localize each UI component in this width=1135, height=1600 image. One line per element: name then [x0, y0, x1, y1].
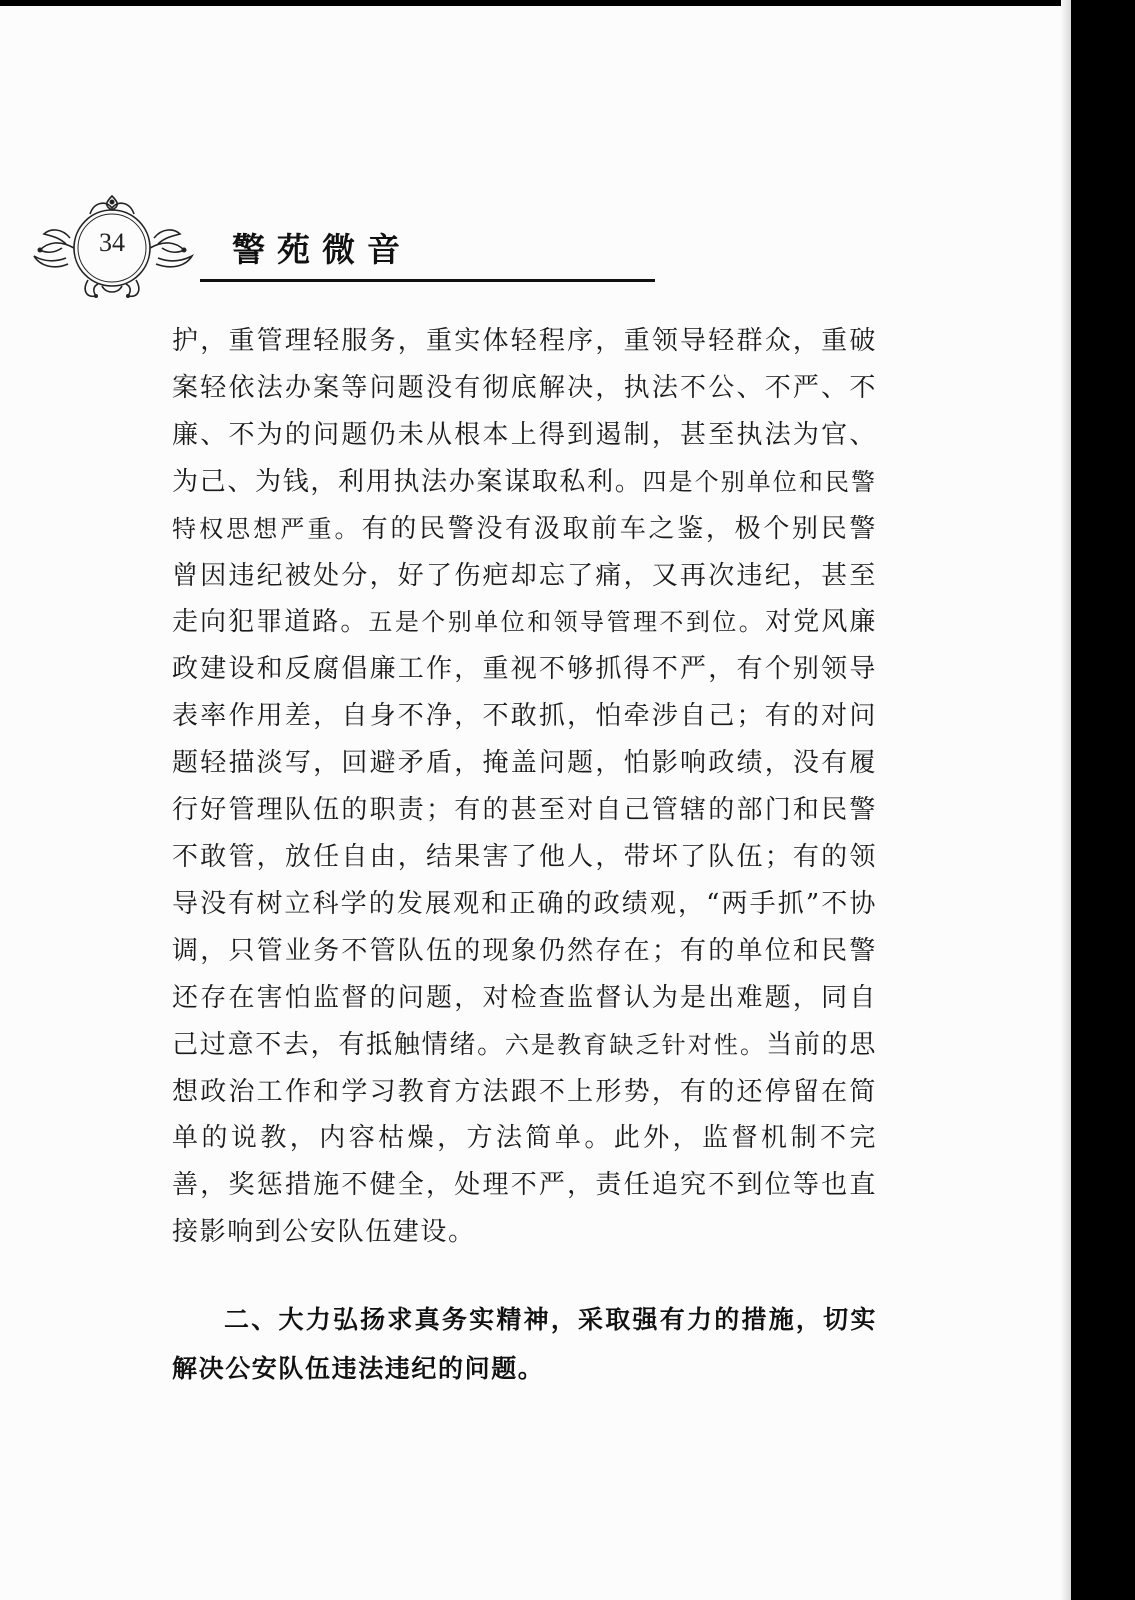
- running-title: 警苑微音: [232, 230, 412, 269]
- body-text-segment: 当前的思想政治工作和学习教育方法跟不上形势，有的还停留在简单的说教，内容枯燥，方法简单。此外，监督机制不完善，奖惩措施不健全，处理不严，责任追究不到位等也直接影响到公安队伍建设。: [172, 1029, 877, 1248]
- body-text-segment: 护，重管理轻服务，重实体轻程序，重领导轻群众，重破案轻依法办案等问题没有彻底解决，执法不公、不严、不廉、不为的问题仍未从根本上得到遏制，甚至执法为官、为己、为钱，利用执法办案谋取私利。: [172, 326, 877, 497]
- body-text-segment: 对党风廉政建设和反腐倡廉工作，重视不够抓得不严，有个别领导表率作用差，自身不净，不敢抓，怕牵涉自己；有的对问题轻描淡写，回避矛盾，掩盖问题，怕影响政绩，没有履行好管理队伍的职责；有的甚至对自己管辖的部门和民警不敢管，放任自由，结果害了他人，带坏了队伍；有的领导没有树立科学的发展观和正确的政绩观，“两手抓”不协调，只管业务不管队伍的现象仍然存在；有的单位和民警还存在害怕监督的问题，对检查监督认为是出难题，同自己过意不去，有抵触情绪。: [172, 607, 878, 1060]
- body-paragraph: [172, 318, 877, 1256]
- page-number: 34: [99, 228, 125, 257]
- body-text-segment: 有的民警没有汲取前车之鉴，极个别民警曾因违纪被处分，好了伤疤却忘了痛，又再次违纪，甚至走向犯罪道路。: [172, 513, 877, 638]
- point-heading-five: 五是个别单位和领导管理不到位。: [368, 608, 766, 637]
- section-heading: 二、大力弘扬求真务实精神，采取强有力的措施，切实解决公安队伍违法违纪的问题。: [172, 1305, 877, 1383]
- scan-right-border: [1071, 0, 1135, 1600]
- page-edge-shadow: [1061, 0, 1071, 1600]
- header-rule: [200, 279, 655, 282]
- point-heading-four: 四是个别单位和民警特权思想严重。: [172, 467, 878, 543]
- point-heading-six: 六是教育缺乏针对性。: [504, 1030, 767, 1059]
